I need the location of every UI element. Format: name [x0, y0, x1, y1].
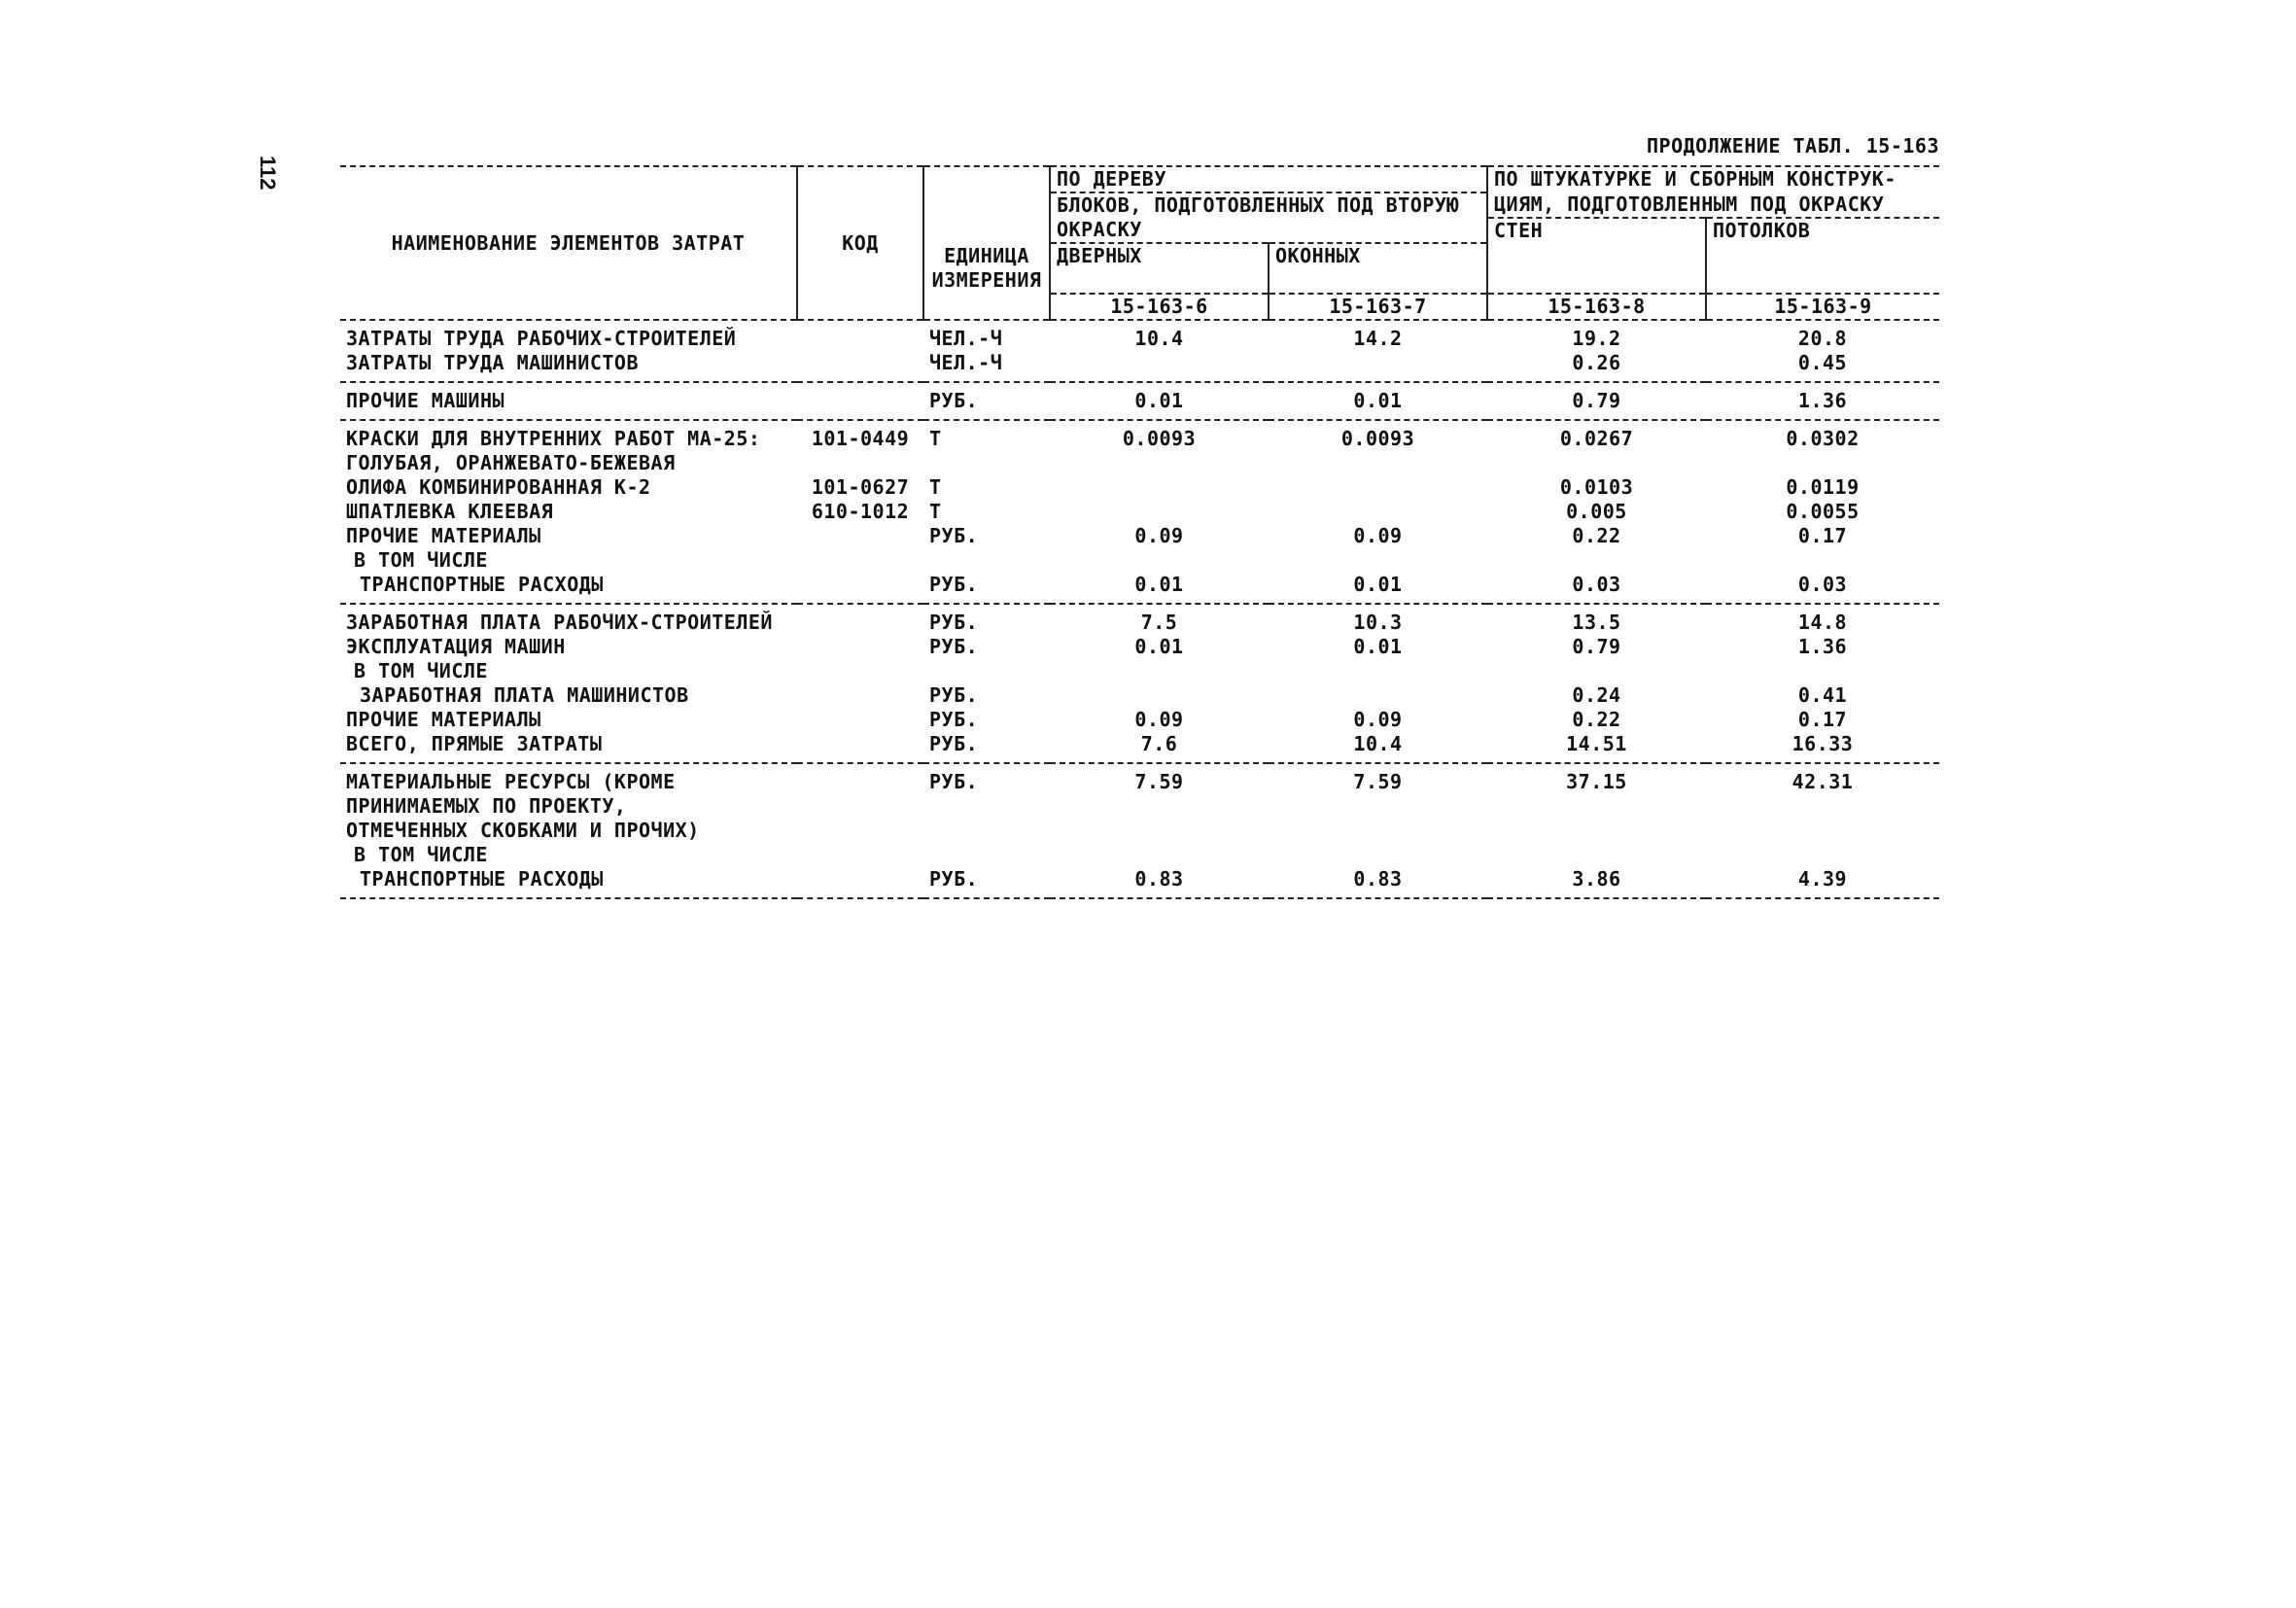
table-row: [340, 524, 1939, 548]
table-row: [340, 732, 1939, 763]
row-value-1: [1050, 843, 1269, 867]
row-name: ЗАРАБОТНАЯ ПЛАТА МАШИНИСТОВ: [360, 683, 689, 707]
header-code: КОД: [797, 166, 923, 320]
table-row: [340, 420, 1939, 451]
row-group: [340, 420, 1939, 604]
row-unit: РУБ.: [929, 524, 979, 547]
table-row: [340, 867, 1939, 898]
row-value-2: [1269, 819, 1487, 843]
row-code: [797, 708, 923, 732]
row-value-2: [1269, 794, 1487, 819]
row-value-3: [1487, 843, 1706, 867]
row-name: ЗАТРАТЫ ТРУДА РАБОЧИХ-СТРОИТЕЛЕЙ: [346, 327, 737, 350]
table-row: [340, 794, 1939, 819]
row-value-2: 0.09: [1353, 524, 1403, 547]
row-value-3: 14.51: [1566, 732, 1627, 755]
row-unit: [923, 451, 1050, 475]
row-code: [797, 320, 923, 351]
row-value-3: 0.005: [1566, 500, 1627, 523]
row-value-3: [1487, 451, 1706, 475]
row-value-4: 0.0302: [1786, 427, 1860, 450]
row-code: [797, 794, 923, 819]
table-row: [340, 635, 1939, 659]
row-unit: Т: [929, 427, 942, 450]
row-value-2: [1269, 843, 1487, 867]
row-code: [797, 763, 923, 794]
table-row: [340, 683, 1939, 708]
row-value-4: 0.17: [1797, 524, 1848, 547]
row-name: ЗАРАБОТНАЯ ПЛАТА РАБОЧИХ-СТРОИТЕЛЕЙ: [346, 611, 773, 634]
row-value-4: [1706, 548, 1939, 573]
row-name: ЭКСПЛУАТАЦИЯ МАШИН: [346, 635, 566, 658]
row-value-2: [1269, 475, 1487, 500]
row-value-1: 7.6: [1140, 732, 1178, 755]
table-row: [340, 843, 1939, 867]
row-value-2: [1269, 351, 1487, 382]
row-name: ТРАНСПОРТНЫЕ РАСХОДЫ: [360, 867, 604, 891]
row-unit: ЧЕЛ.-Ч: [929, 327, 1003, 350]
row-value-1: [1050, 683, 1269, 708]
row-unit: [923, 548, 1050, 573]
table-row: [340, 320, 1939, 351]
row-value-2: 0.0093: [1340, 427, 1415, 450]
row-code: [797, 351, 923, 382]
row-code: [797, 382, 923, 420]
row-unit: РУБ.: [929, 389, 979, 412]
col-code-1: 15-163-6: [1050, 294, 1269, 320]
row-value-1: 0.01: [1134, 389, 1184, 412]
row-name: ПРОЧИЕ МАТЕРИАЛЫ: [346, 524, 541, 547]
row-value-1: [1050, 819, 1269, 843]
row-value-3: 3.86: [1572, 867, 1621, 891]
row-group: [340, 382, 1939, 420]
row-name: В ТОМ ЧИСЛЕ: [354, 659, 488, 682]
row-value-2: 10.3: [1353, 611, 1403, 634]
row-value-1: [1050, 351, 1269, 382]
row-value-4: 0.17: [1797, 708, 1848, 731]
page-number: 112: [256, 156, 280, 191]
row-code: [797, 659, 923, 683]
col-code-2: 15-163-7: [1269, 294, 1487, 320]
row-value-1: [1050, 500, 1269, 524]
header-unit-line2: ИЗМЕРЕНИЯ: [923, 268, 1050, 320]
row-name: ЗАТРАТЫ ТРУДА МАШИНИСТОВ: [346, 351, 639, 374]
table-row: [340, 475, 1939, 500]
row-code: [797, 573, 923, 604]
row-value-2: 10.4: [1353, 732, 1403, 755]
row-code: [797, 819, 923, 843]
row-code: [797, 683, 923, 708]
row-name: ВСЕГО, ПРЯМЫЕ ЗАТРАТЫ: [346, 732, 603, 755]
row-unit: Т: [929, 475, 942, 499]
header-door: ДВЕРНЫХ: [1050, 243, 1269, 268]
row-value-2: 0.01: [1353, 635, 1403, 658]
row-code: 610-1012: [811, 500, 910, 523]
table-row: [340, 548, 1939, 573]
row-value-2: 0.01: [1353, 389, 1403, 412]
col-code-3: 15-163-8: [1487, 294, 1706, 320]
row-value-2: [1269, 451, 1487, 475]
cost-table: [340, 165, 1939, 899]
row-value-3: 0.79: [1572, 635, 1621, 658]
row-value-4: [1706, 451, 1939, 475]
row-code: [797, 604, 923, 635]
row-unit: РУБ.: [929, 732, 979, 755]
row-unit: РУБ.: [929, 635, 979, 658]
row-value-4: 0.0119: [1786, 475, 1860, 499]
row-value-2: 14.2: [1353, 327, 1403, 350]
row-value-4: 0.41: [1797, 683, 1848, 707]
row-name: ПРИНИМАЕМЫХ ПО ПРОЕКТУ,: [346, 794, 627, 818]
row-value-3: 0.79: [1572, 389, 1621, 412]
row-name: ПРОЧИЕ МАШИНЫ: [346, 389, 505, 412]
row-value-1: [1050, 451, 1269, 475]
row-name: В ТОМ ЧИСЛЕ: [354, 548, 488, 572]
row-name: ШПАТЛЕВКА КЛЕЕВАЯ: [346, 500, 554, 523]
row-value-1: 0.09: [1134, 708, 1184, 731]
row-value-3: [1487, 548, 1706, 573]
row-code: [797, 524, 923, 548]
row-name: ОТМЕЧЕННЫХ СКОБКАМИ И ПРОЧИХ): [346, 819, 700, 842]
table-row: [340, 819, 1939, 843]
row-code: 101-0449: [811, 427, 910, 450]
table-row: [340, 351, 1939, 382]
row-name: В ТОМ ЧИСЛЕ: [354, 843, 488, 866]
header-plaster-line1: ПО ШТУКАТУРКЕ И СБОРНЫМ КОНСТРУК-: [1494, 167, 1896, 191]
row-unit: РУБ.: [929, 867, 979, 891]
row-name: МАТЕРИАЛЬНЫЕ РЕСУРСЫ (КРОМЕ: [346, 770, 676, 793]
row-value-4: [1706, 819, 1939, 843]
row-name: ПРОЧИЕ МАТЕРИАЛЫ: [346, 708, 541, 731]
row-value-3: [1487, 794, 1706, 819]
header-name: НАИМЕНОВАНИЕ ЭЛЕМЕНТОВ ЗАТРАТ: [340, 166, 797, 320]
row-value-3: 13.5: [1572, 611, 1621, 634]
row-code: [797, 548, 923, 573]
row-name: ГОЛУБАЯ, ОРАНЖЕВАТО-БЕЖЕВАЯ: [346, 451, 676, 474]
header-window: ОКОННЫХ: [1269, 243, 1487, 268]
row-value-4: 1.36: [1797, 389, 1848, 412]
row-value-3: 0.22: [1572, 524, 1621, 547]
row-unit: РУБ.: [929, 573, 979, 596]
row-code: 101-0627: [811, 475, 910, 499]
row-value-3: 0.03: [1572, 573, 1621, 596]
row-value-2: [1269, 683, 1487, 708]
row-value-3: 0.0267: [1559, 427, 1634, 450]
row-group: [340, 604, 1939, 763]
row-unit: РУБ.: [929, 770, 979, 793]
row-value-2: 0.83: [1353, 867, 1403, 891]
row-value-4: [1706, 794, 1939, 819]
row-value-1: 0.01: [1134, 573, 1184, 596]
header-blocks-line1: БЛОКОВ, ПОДГОТОВЛЕННЫХ ПОД ВТОРУЮ: [1050, 192, 1487, 218]
row-name: ОЛИФА КОМБИНИРОВАННАЯ К-2: [346, 475, 651, 499]
row-unit: ЧЕЛ.-Ч: [929, 351, 1003, 374]
row-value-3: 19.2: [1572, 327, 1621, 350]
document: [340, 134, 1939, 899]
table-row: [340, 708, 1939, 732]
row-value-1: 7.5: [1140, 611, 1178, 634]
row-value-1: 0.0093: [1122, 427, 1197, 450]
row-value-3: [1487, 659, 1706, 683]
row-value-1: [1050, 548, 1269, 573]
row-value-2: [1269, 659, 1487, 683]
table-row: [340, 573, 1939, 604]
row-value-1: 10.4: [1134, 327, 1184, 350]
table-header: [340, 166, 1939, 320]
row-name: ТРАНСПОРТНЫЕ РАСХОДЫ: [360, 573, 604, 596]
row-value-1: 7.59: [1134, 770, 1184, 793]
row-value-4: 42.31: [1792, 770, 1854, 793]
row-unit: РУБ.: [929, 683, 979, 707]
row-code: [797, 843, 923, 867]
row-group: [340, 763, 1939, 898]
row-value-3: 37.15: [1566, 770, 1627, 793]
row-group: [340, 320, 1939, 382]
col-code-4: 15-163-9: [1706, 294, 1939, 320]
row-value-3: 0.24: [1572, 683, 1621, 707]
row-unit: Т: [929, 500, 942, 523]
row-unit: [923, 794, 1050, 819]
row-value-1: [1050, 475, 1269, 500]
row-value-2: 0.01: [1353, 573, 1403, 596]
row-unit: [923, 843, 1050, 867]
row-value-2: [1269, 548, 1487, 573]
row-code: [797, 732, 923, 763]
row-value-4: 0.0055: [1786, 500, 1860, 523]
row-value-2: 0.09: [1353, 708, 1403, 731]
row-value-4: 1.36: [1797, 635, 1848, 658]
row-value-3: 0.0103: [1559, 475, 1634, 499]
row-code: [797, 867, 923, 898]
row-unit: [923, 659, 1050, 683]
table-row: [340, 659, 1939, 683]
row-value-4: 16.33: [1792, 732, 1854, 755]
row-value-1: [1050, 794, 1269, 819]
row-unit: [923, 819, 1050, 843]
row-value-3: [1487, 819, 1706, 843]
row-value-4: [1706, 659, 1939, 683]
row-value-4: 14.8: [1797, 611, 1848, 634]
row-value-4: 20.8: [1797, 327, 1848, 350]
row-code: [797, 451, 923, 475]
row-value-4: 4.39: [1797, 867, 1848, 891]
table-row: [340, 763, 1939, 794]
table-row: [340, 382, 1939, 420]
table-row: [340, 451, 1939, 475]
row-value-1: 0.83: [1134, 867, 1184, 891]
row-value-3: 0.26: [1572, 351, 1621, 374]
table-row: [340, 604, 1939, 635]
row-value-3: 0.22: [1572, 708, 1621, 731]
row-value-1: 0.09: [1134, 524, 1184, 547]
row-unit: РУБ.: [929, 708, 979, 731]
table-row: [340, 500, 1939, 524]
row-value-1: [1050, 659, 1269, 683]
row-value-1: 0.01: [1134, 635, 1184, 658]
row-code: [797, 635, 923, 659]
row-value-2: [1269, 500, 1487, 524]
header-walls: СТЕН: [1487, 218, 1706, 243]
header-unit-line1: ЕДИНИЦА: [923, 166, 1050, 268]
row-value-4: [1706, 843, 1939, 867]
row-value-4: 0.45: [1797, 351, 1848, 374]
row-value-4: 0.03: [1797, 573, 1848, 596]
header-plaster-line2: ЦИЯМ, ПОДГОТОВЛЕННЫМ ПОД ОКРАСКУ: [1487, 192, 1939, 218]
header-blocks-line2: ОКРАСКУ: [1050, 218, 1487, 243]
row-value-2: 7.59: [1353, 770, 1403, 793]
row-unit: РУБ.: [929, 611, 979, 634]
row-name: КРАСКИ ДЛЯ ВНУТРЕННИХ РАБОТ МА-25:: [346, 427, 761, 450]
table-caption: ПРОДОЛЖЕНИЕ ТАБЛ. 15-163: [1647, 134, 1939, 157]
header-wood: ПО ДЕРЕВУ: [1050, 166, 1487, 192]
header-ceilings: ПОТОЛКОВ: [1713, 219, 1811, 242]
